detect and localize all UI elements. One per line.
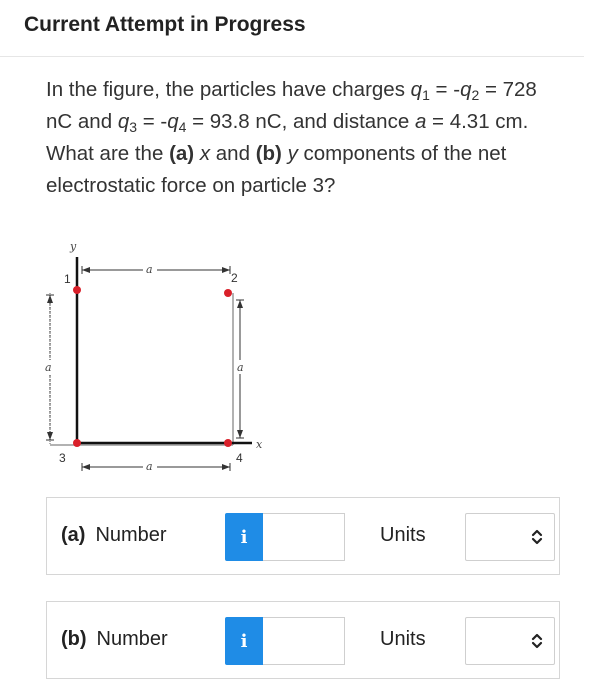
number-input-b[interactable]	[263, 617, 345, 665]
units-select-b[interactable]	[465, 617, 555, 665]
arrow-head	[237, 300, 243, 308]
arrow-head	[82, 464, 90, 470]
number-label: Number	[96, 628, 168, 650]
question-segment: = -	[137, 110, 168, 133]
units-label: Units	[380, 628, 426, 650]
answer-row-a	[46, 497, 560, 575]
number-input-a[interactable]	[263, 513, 345, 561]
part-b-marker: (b)	[255, 142, 282, 165]
part-label: (a)	[61, 524, 86, 546]
right-distance-label: a	[237, 361, 244, 374]
particle-4-label: 4	[236, 451, 243, 465]
chevron-up-down-icon	[530, 631, 544, 651]
info-button[interactable]: i	[225, 617, 263, 665]
header	[0, 0, 584, 57]
x-axis-label: x	[256, 438, 263, 451]
figure-svg	[30, 235, 300, 485]
arrow-head	[222, 464, 230, 470]
units-label: Units	[380, 524, 426, 546]
subscript: 1	[422, 87, 430, 103]
var-q: q	[117, 110, 130, 133]
question-segment: and	[210, 142, 256, 165]
question-segment: = 4.31 cm. What are the	[46, 110, 529, 165]
answer-label	[61, 628, 168, 651]
subscript: 4	[178, 119, 187, 135]
charge-figure	[30, 235, 300, 485]
arrow-head	[237, 430, 243, 438]
particle-3	[73, 439, 81, 447]
question-segment: components of the net electrostatic force on particle 3?	[46, 142, 507, 197]
top-distance-label: a	[146, 263, 153, 276]
var-a: a	[414, 110, 427, 133]
question-segment: = 728 nC and	[46, 78, 537, 133]
arrow-head	[47, 295, 53, 303]
arrow-head	[47, 432, 53, 440]
arrow-head	[82, 267, 90, 273]
particle-4	[224, 439, 232, 447]
units-select-a[interactable]	[465, 513, 555, 561]
particle-1	[73, 286, 81, 294]
part-a-marker: (a)	[169, 142, 195, 165]
answer-label	[61, 524, 167, 547]
page-title: Current Attempt in Progress	[24, 13, 306, 36]
particle-2-label: 2	[231, 271, 238, 285]
question-segment: = 93.8 nC, and distance	[186, 110, 415, 133]
var-q: q	[167, 110, 179, 133]
question-text	[46, 74, 566, 202]
particle-1-label: 1	[64, 272, 71, 286]
subscript: 3	[129, 119, 138, 135]
var-y: y	[287, 142, 298, 165]
particle-2	[224, 289, 232, 297]
question-segment: = -	[429, 78, 461, 101]
chevron-up-down-icon	[530, 527, 544, 547]
bottom-distance-label: a	[146, 460, 153, 473]
y-axis-label: y	[70, 240, 77, 253]
info-button[interactable]: i	[225, 513, 263, 561]
question-segment: In the figure, the particles have charges	[46, 78, 411, 101]
subscript: 2	[471, 87, 480, 103]
var-x: x	[199, 142, 211, 165]
left-distance-label: a	[45, 361, 52, 374]
answer-row-b	[46, 601, 560, 679]
particle-3-label: 3	[59, 451, 66, 465]
number-label: Number	[95, 524, 167, 546]
var-q: q	[410, 78, 423, 101]
part-label: (b)	[61, 628, 87, 650]
arrow-head	[222, 267, 230, 273]
var-q: q	[460, 78, 472, 101]
